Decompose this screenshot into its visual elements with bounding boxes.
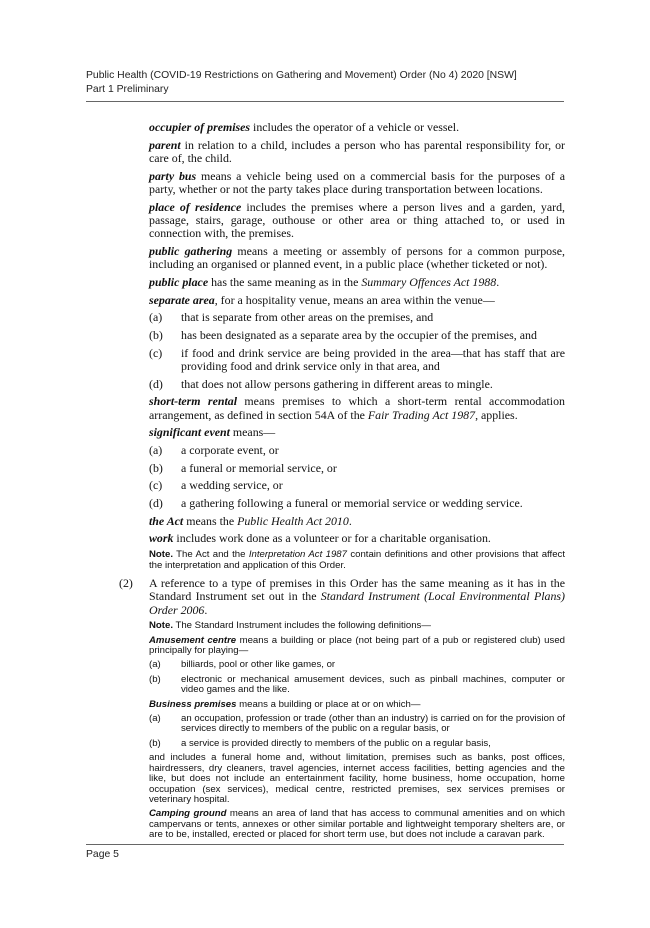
- header-rule: [86, 101, 564, 102]
- list-item: (d) a gathering following a funeral or memorial service or wedding service.: [149, 496, 523, 511]
- list-item: (b) electronic or mechanical amusement devices, such as pinball machines, computer or video games and the like.: [149, 673, 565, 696]
- footer-rule: [86, 844, 564, 845]
- list-item: (c) if food and drink service are being provided in the area—that has staff that are providing food and drink service only in that area, and: [149, 345, 565, 373]
- note-definition-business-premises: Business premises means a building or place at or on which—: [149, 698, 421, 710]
- document-body: [119, 120, 565, 845]
- definition-significant-event: significant event means—: [149, 425, 276, 440]
- definition-occupier: occupier of premises includes the operator of a vehicle or vessel.: [149, 120, 460, 134]
- header-title: Public Health (COVID-19 Restrictions on Gathering and Movement) Order (No 4) 2020 [NSW]: [86, 70, 517, 81]
- page-number: Page 5: [86, 849, 119, 860]
- running-header: [86, 69, 517, 96]
- list-item: (d) that does not allow persons gathering in different areas to mingle.: [149, 376, 493, 391]
- list-item: (b) a service is provided directly to members of the public on a regular basis,: [149, 737, 491, 749]
- list-item: (a) an occupation, profession or trade (other than an industry) is carried on for the provision of services directly to members of the public on a regular basis, or: [149, 713, 565, 735]
- definition-work: work includes work done as a volunteer or for a charitable organisation.: [149, 531, 491, 546]
- definition-party-bus: party bus means a vehicle being used on a commercial basis for the purposes of a party, whether or not the party takes place during transportation between locations.: [149, 168, 565, 196]
- definition-place-of-residence: place of residence includes the premises where a person lives and a garden, yard, passage, stairs, garage, outhouse or other area or thing attached to, or used in connection with, the premises.: [149, 199, 565, 241]
- list-item: (c) a wedding service, or: [149, 478, 283, 493]
- header-part: Part 1 Preliminary: [86, 83, 169, 95]
- definition-short-term-rental: short-term rental means premises to which a short-term rental accommodation arrangement, as defined in section 54A of the Fair Trading Act 1987, applies.: [149, 394, 565, 422]
- definition-parent: parent in relation to a child, includes a person who has parental responsibility for, or care of, the child.: [149, 137, 565, 165]
- subclause-number: (2): [119, 575, 133, 590]
- note-definition-camping-ground: Camping ground means an area of land that has access to communal amenities and on which campervans or tents, annexes or other similar portable and lightweight temporary shelters are, or are to be, installed, erected or placed for short term use, but does not include a caravan park.: [149, 808, 565, 841]
- subclause-2: [119, 575, 565, 617]
- subclause-text: A reference to a type of premises in this Order has the same meaning as it has in the Standard Instrument set out in the Standard Instrument (Local Environmental Plans) Order 2006.: [149, 575, 565, 617]
- note-standard-instrument: Note. The Standard Instrument includes the following definitions—: [149, 620, 431, 632]
- list-item: (a) that is separate from other areas on the premises, and: [149, 310, 434, 325]
- note-business-premises-tail: and includes a funeral home and, without limitation, premises such as banks, post offices, hairdressers, dry cleaners, travel agencies, internet access facilities, betting agencies and the like, but does not include an entertainment facility, home business, home occupation, home occupation (sex services), medical centre, restricted premises, sex services premises or veterinary hospital.: [149, 752, 565, 805]
- definition-separate-area: separate area, for a hospitality venue, means an area within the venue—: [149, 292, 495, 307]
- list-item: (a) a corporate event, or: [149, 443, 279, 458]
- list-item: (b) has been designated as a separate area by the occupier of the premises, and: [149, 327, 537, 342]
- note-definition-amusement-centre: Amusement centre means a building or place (not being part of a pub or registered club) used principally for playing—: [149, 634, 565, 657]
- definition-public-gathering: public gathering means a meeting or assembly of persons for a common purpose, including an organised or planned event, in a public place (whether ticketed or not).: [149, 243, 565, 272]
- list-item: (a) billiards, pool or other like games, or: [149, 659, 336, 671]
- definition-public-place: public place has the same meaning as in the Summary Offences Act 1988.: [149, 274, 500, 289]
- list-item: (b) a funeral or memorial service, or: [149, 460, 337, 475]
- note-interpretation: Note. The Act and the Interpretation Act 1987 contain definitions and other provisions that affect the interpretation and application of this Order.: [149, 549, 565, 571]
- definition-the-act: the Act means the Public Health Act 2010.: [149, 513, 352, 528]
